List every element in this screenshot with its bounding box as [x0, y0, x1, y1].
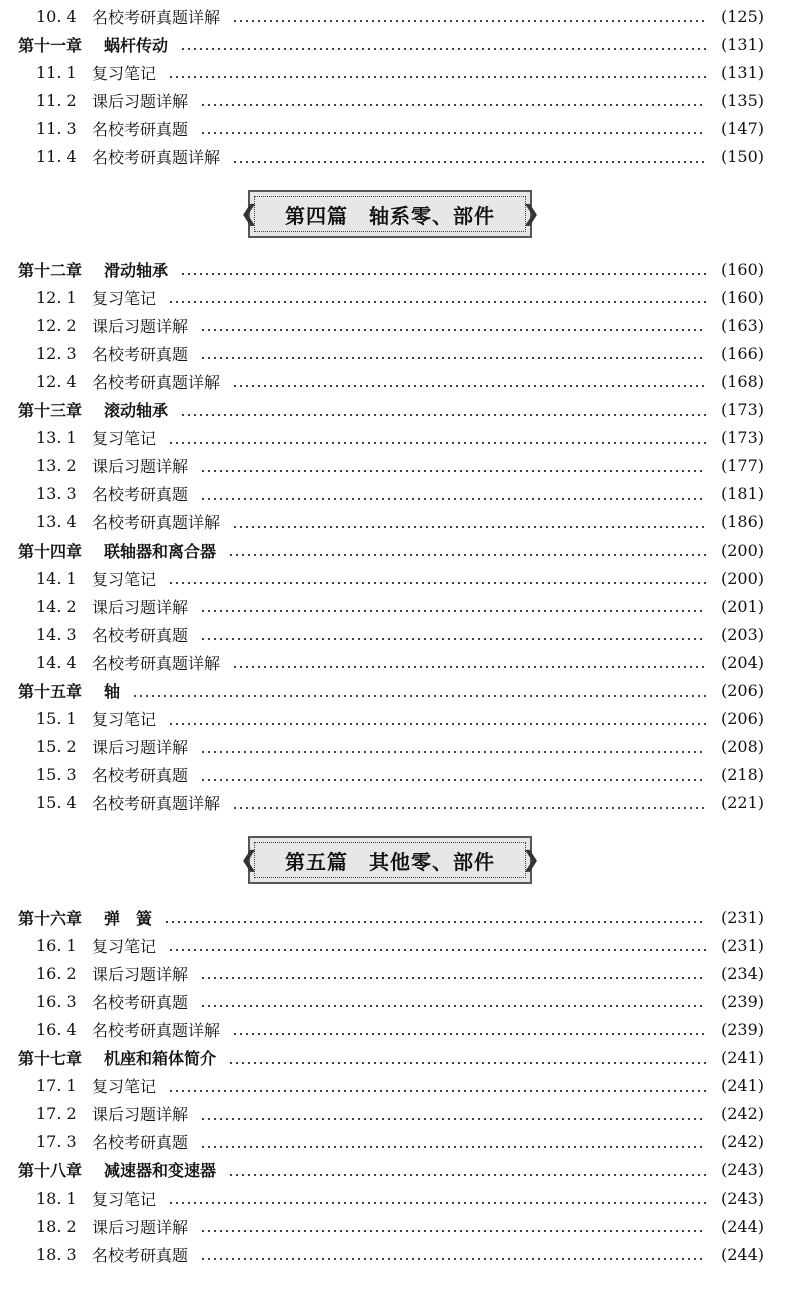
dot-leader: [232, 789, 706, 817]
page-number: (234): [720, 963, 764, 983]
section-number: 18. 1: [36, 1188, 77, 1208]
toc-section-row[interactable]: [0, 143, 790, 171]
toc-chapter-row[interactable]: [0, 1156, 790, 1184]
dot-leader: [200, 452, 706, 480]
page-number: (200): [720, 568, 764, 588]
scroll-ornament-right-icon: ❯: [521, 201, 540, 227]
toc-section-row[interactable]: [0, 1184, 790, 1212]
toc-section-row[interactable]: [0, 1015, 790, 1043]
page-number: (125): [720, 6, 764, 26]
toc-section-row[interactable]: [0, 339, 790, 367]
toc-section-row[interactable]: [0, 1240, 790, 1268]
page-number: (150): [720, 147, 764, 166]
dot-leader: [232, 143, 706, 171]
section-title: 复习笔记: [92, 429, 157, 449]
section-number: 13. 2: [36, 456, 77, 476]
section-number: 15. 4: [36, 793, 77, 813]
chapter-title: 滚动轴承: [104, 401, 169, 420]
chapter-number: 第十四章: [18, 541, 83, 561]
section-title: 复习笔记: [92, 63, 157, 83]
page-number: (218): [720, 765, 764, 785]
page-number: (131): [720, 62, 764, 82]
section-title: 名校考研真题: [92, 485, 189, 505]
toc-section-row[interactable]: [0, 58, 790, 86]
page-number: (173): [720, 400, 764, 419]
section-number: 14. 2: [36, 596, 77, 616]
section-title: 名校考研真题: [92, 766, 189, 786]
dot-leader: [168, 705, 706, 733]
dot-leader: [168, 931, 706, 959]
section-number: 15. 2: [36, 737, 77, 757]
dot-leader: [200, 761, 706, 789]
dot-leader: [132, 677, 706, 705]
section-number: 14. 3: [36, 624, 77, 644]
section-number: 15. 1: [36, 709, 77, 729]
toc-section-row[interactable]: [0, 1128, 790, 1156]
section-title: 名校考研真题: [92, 344, 189, 364]
page-number: (208): [720, 737, 764, 757]
toc-section-row[interactable]: [0, 311, 790, 339]
dot-leader: [232, 508, 706, 536]
page-number: (168): [720, 371, 764, 391]
page-number: (160): [720, 259, 764, 279]
chapter-number: 第十七章: [18, 1049, 83, 1068]
section-title: 名校考研真题详解: [92, 513, 221, 533]
section-number: 10. 4: [36, 6, 77, 26]
section-title: 课后习题详解: [92, 316, 189, 336]
chapter-title: 联轴器和离合器: [104, 541, 217, 561]
page-number: (243): [720, 1160, 764, 1180]
page-number: (206): [720, 681, 764, 700]
page-number: (181): [720, 484, 764, 504]
section-number: 17. 1: [36, 1076, 77, 1096]
section-number: 16. 1: [36, 935, 77, 955]
toc-section-row[interactable]: [0, 648, 790, 676]
toc-section-row[interactable]: [0, 114, 790, 142]
dot-leader: [200, 1212, 706, 1240]
page-number: (204): [720, 652, 764, 672]
page-number: (147): [720, 118, 764, 138]
dot-leader: [200, 114, 706, 142]
page-number: (186): [720, 512, 764, 532]
dot-leader: [200, 959, 706, 987]
toc-chapter-row[interactable]: [0, 536, 790, 564]
page-number: (241): [720, 1048, 764, 1067]
section-title: 课后习题详解: [92, 597, 189, 617]
toc-section-row[interactable]: [0, 508, 790, 536]
section-title: 课后习题详解: [92, 457, 189, 477]
chapter-title: 蜗杆传动: [104, 35, 169, 55]
toc-chapter-row[interactable]: [0, 30, 790, 58]
dot-leader: [200, 1240, 706, 1268]
section-number: 12. 3: [36, 343, 77, 363]
page-number: (163): [720, 315, 764, 335]
section-number: 16. 3: [36, 991, 77, 1011]
toc-section-row[interactable]: [0, 2, 790, 30]
section-number: 13. 4: [36, 512, 77, 532]
dot-leader: [200, 1100, 706, 1128]
page-number: (173): [720, 428, 764, 448]
chapter-title: 滑动轴承: [104, 260, 169, 280]
dot-leader: [180, 255, 706, 283]
page-number: (177): [720, 456, 764, 476]
dot-leader: [180, 30, 706, 58]
section-number: 14. 4: [36, 652, 77, 672]
toc-section-row[interactable]: [0, 424, 790, 452]
page-number: (166): [720, 343, 764, 363]
section-number: 13. 3: [36, 484, 77, 504]
page-number: (135): [720, 90, 764, 110]
toc-section-row[interactable]: [0, 959, 790, 987]
toc-chapter-row[interactable]: [0, 903, 790, 931]
section-number: 16. 2: [36, 963, 77, 983]
section-number: 15. 3: [36, 765, 77, 785]
dot-leader: [228, 1044, 706, 1072]
section-number: 11. 1: [36, 62, 77, 82]
page-number: (201): [720, 596, 764, 616]
part-4-banner: [240, 190, 540, 238]
toc-section-row[interactable]: [0, 789, 790, 817]
chapter-number: 第十五章: [18, 682, 83, 701]
dot-leader: [200, 311, 706, 339]
section-title: 复习笔记: [92, 1077, 157, 1097]
page-number: (244): [720, 1216, 764, 1236]
section-title: 名校考研真题: [92, 119, 189, 139]
section-number: 12. 2: [36, 315, 77, 335]
toc-section-row[interactable]: [0, 1212, 790, 1240]
toc-section-row[interactable]: [0, 564, 790, 592]
section-title: 名校考研真题: [92, 1133, 189, 1153]
toc-section-row[interactable]: [0, 592, 790, 620]
dot-leader: [200, 592, 706, 620]
dot-leader: [168, 424, 706, 452]
section-number: 17. 2: [36, 1104, 77, 1124]
section-title: 课后习题详解: [92, 1105, 189, 1125]
section-title: 课后习题详解: [92, 964, 189, 984]
dot-leader: [200, 733, 706, 761]
section-number: 11. 3: [36, 118, 77, 138]
chapter-number: 第十六章: [18, 908, 83, 928]
section-title: 复习笔记: [92, 288, 157, 308]
part-5-title: 第五篇 其他零、部件: [285, 849, 495, 874]
dot-leader: [232, 648, 706, 676]
page-number: (221): [720, 793, 764, 813]
page-number: (200): [720, 540, 764, 560]
dot-leader: [200, 480, 706, 508]
toc-section-row[interactable]: [0, 452, 790, 480]
page-number: (243): [720, 1188, 764, 1208]
chapter-number: 第十二章: [18, 260, 83, 280]
dot-leader: [232, 1015, 706, 1043]
section-title: 名校考研真题详解: [92, 653, 221, 673]
section-number: 11. 2: [36, 90, 77, 110]
section-title: 名校考研真题: [92, 1245, 189, 1265]
dot-leader: [200, 620, 706, 648]
section-title: 名校考研真题详解: [92, 1020, 221, 1040]
dot-leader: [200, 339, 706, 367]
dot-leader: [200, 987, 706, 1015]
page-number: (131): [720, 34, 764, 54]
dot-leader: [228, 536, 706, 564]
toc-chapter-row[interactable]: [0, 255, 790, 283]
toc-section-row[interactable]: [0, 931, 790, 959]
section-title: 名校考研真题: [92, 992, 189, 1012]
section-number: 13. 1: [36, 428, 77, 448]
page-number: (239): [720, 1019, 764, 1039]
toc-chapter-row[interactable]: [0, 1044, 790, 1072]
toc-chapter-row[interactable]: [0, 396, 790, 424]
page-number: (231): [720, 935, 764, 955]
section-number: 16. 4: [36, 1019, 77, 1039]
scroll-ornament-left-icon: ❮: [240, 847, 259, 873]
dot-leader: [168, 283, 706, 311]
toc-section-row[interactable]: [0, 620, 790, 648]
dot-leader: [180, 396, 706, 424]
toc-section-row[interactable]: [0, 480, 790, 508]
dot-leader: [232, 2, 706, 30]
page-number: (203): [720, 624, 764, 644]
scroll-ornament-right-icon: ❯: [521, 847, 540, 873]
chapter-number: 第十三章: [18, 401, 83, 420]
toc-section-row[interactable]: [0, 1100, 790, 1128]
dot-leader: [168, 564, 706, 592]
section-number: 18. 3: [36, 1244, 77, 1264]
section-number: 17. 3: [36, 1132, 77, 1152]
section-title: 课后习题详解: [92, 1217, 189, 1237]
chapter-title: 减速器和变速器: [104, 1161, 217, 1181]
toc-section-row[interactable]: [0, 705, 790, 733]
section-title: 复习笔记: [92, 936, 157, 956]
page-number: (160): [720, 287, 764, 307]
dot-leader: [164, 903, 706, 931]
section-number: 12. 4: [36, 371, 77, 391]
page-number: (244): [720, 1244, 764, 1264]
page-number: (206): [720, 709, 764, 729]
scroll-ornament-left-icon: ❮: [240, 201, 259, 227]
section-title: 复习笔记: [92, 569, 157, 589]
dot-leader: [168, 58, 706, 86]
page-number: (242): [720, 1132, 764, 1152]
chapter-number: 第十八章: [18, 1161, 83, 1181]
toc-section-row[interactable]: [0, 1072, 790, 1100]
chapter-title: 机座和箱体简介: [104, 1049, 217, 1068]
section-number: 12. 1: [36, 287, 77, 307]
toc-section-row[interactable]: [0, 283, 790, 311]
section-title: 名校考研真题详解: [92, 372, 221, 392]
section-title: 课后习题详解: [92, 738, 189, 758]
chapter-number: 第十一章: [18, 35, 83, 55]
page-number: (241): [720, 1076, 764, 1096]
section-number: 14. 1: [36, 568, 77, 588]
dot-leader: [200, 1128, 706, 1156]
section-number: 18. 2: [36, 1216, 77, 1236]
chapter-title: 轴: [104, 682, 121, 701]
dot-leader: [232, 367, 706, 395]
section-title: 名校考研真题: [92, 625, 189, 645]
dot-leader: [168, 1072, 706, 1100]
section-title: 名校考研真题详解: [92, 794, 221, 814]
toc-chapter-row[interactable]: [0, 677, 790, 705]
dot-leader: [168, 1184, 706, 1212]
section-title: 名校考研真题详解: [92, 148, 221, 167]
part-5-banner: [240, 836, 540, 884]
section-title: 课后习题详解: [92, 91, 189, 111]
chapter-title: 弹 簧: [104, 908, 153, 928]
page-number: (239): [720, 991, 764, 1011]
section-title: 名校考研真题详解: [92, 7, 221, 27]
part-4-title: 第四篇 轴系零、部件: [285, 203, 495, 228]
toc-section-row[interactable]: [0, 761, 790, 789]
dot-leader: [200, 86, 706, 114]
section-title: 复习笔记: [92, 710, 157, 730]
dot-leader: [228, 1156, 706, 1184]
section-number: 11. 4: [36, 147, 77, 166]
page-number: (242): [720, 1104, 764, 1124]
page-number: (231): [720, 907, 764, 927]
toc-section-row[interactable]: [0, 367, 790, 395]
toc-section-row[interactable]: [0, 733, 790, 761]
toc-section-row[interactable]: [0, 86, 790, 114]
section-title: 复习笔记: [92, 1189, 157, 1209]
toc-section-row[interactable]: [0, 987, 790, 1015]
